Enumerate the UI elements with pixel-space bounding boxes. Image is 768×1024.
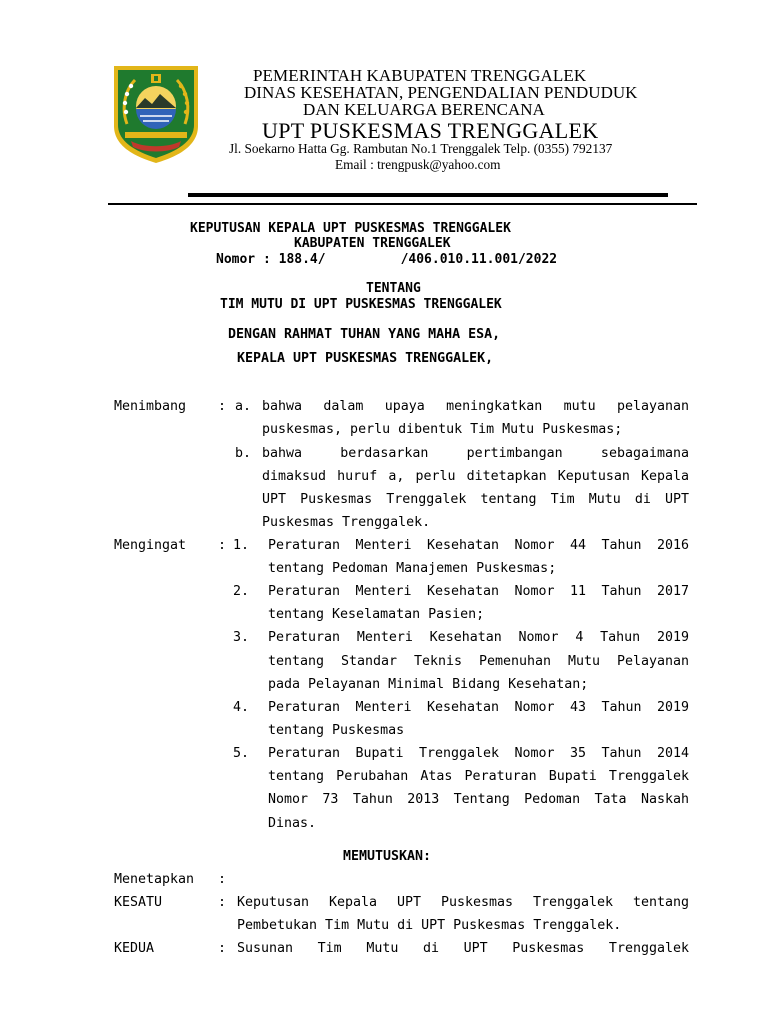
letterhead-email: Email : trengpusk@yahoo.com: [335, 157, 501, 172]
kedua-colon: :: [218, 941, 227, 956]
mengingat-item-line: tentang Perubahan Atas Peraturan Bupati Trenggalek: [268, 769, 689, 784]
kedua-line: Susunan Tim Mutu di UPT Puskesmas Trenggalek: [237, 941, 689, 956]
letterhead-agency-line: DINAS KESEHATAN, PENGENDALIAN PENDUDUK: [244, 83, 638, 102]
mengingat-item-line: Nomor 73 Tahun 2013 Tentang Pedoman Tata Naskah: [268, 792, 689, 807]
letterhead-address: Jl. Soekarno Hatta Gg. Rambutan No.1 Trenggalek Telp. (0355) 792137: [229, 141, 613, 156]
menimbang-item-line: bahwa berdasarkan pertimbangan sebagaimana: [262, 446, 689, 461]
menimbang-item-line: bahwa dalam upaya meningkatkan mutu pelayanan: [262, 399, 689, 414]
decree-title: KEPUTUSAN KEPALA UPT PUSKESMAS TRENGGALEK: [190, 221, 511, 236]
decree-number: [216, 252, 557, 267]
mengingat-item-line: Dinas.: [268, 816, 317, 831]
mengingat-item-line: Peraturan Bupati Trenggalek Nomor 35 Tahun 2014: [268, 746, 689, 761]
mengingat-item-line: Peraturan Menteri Kesehatan Nomor 44 Tahun 2016: [268, 538, 689, 553]
mengingat-label: Mengingat: [114, 538, 187, 553]
menimbang-item-line: Puskesmas Trenggalek.: [262, 515, 431, 530]
menetapkan-colon: :: [218, 872, 227, 887]
mengingat-item-marker: 1.: [233, 538, 250, 553]
menimbang-label: Menimbang: [114, 399, 187, 414]
letterhead-office-name: UPT PUSKESMAS TRENGGALEK: [262, 118, 599, 143]
mengingat-item-line: tentang Keselamatan Pasien;: [268, 607, 485, 622]
kesatu-line: Keputusan Kepala UPT Puskesmas Trenggalek tentang: [237, 895, 689, 910]
letterhead-agency-line-2: DAN KELUARGA BERENCANA: [303, 100, 545, 119]
menimbang-item-line: UPT Puskesmas Trenggalek tentang Tim Mutu di UPT: [262, 492, 689, 507]
kesatu-label: KESATU: [114, 895, 163, 910]
kedua-label: KEDUA: [114, 941, 155, 956]
mengingat-item-line: tentang Standar Teknis Pemenuhan Mutu Pelayanan: [268, 654, 689, 669]
mengingat-item-line: tentang Pedoman Manajemen Puskesmas;: [268, 561, 557, 576]
menimbang-item-marker: b.: [235, 446, 252, 461]
mengingat-item-line: tentang Puskesmas: [268, 723, 405, 738]
menimbang-item-line: dimaksud huruf a, perlu ditetapkan Keputusan Kepala: [262, 469, 689, 484]
mengingat-item-marker: 5.: [233, 746, 250, 761]
memutuskan-heading: MEMUTUSKAN:: [343, 849, 432, 864]
decree-kepala: KEPALA UPT PUSKESMAS TRENGGALEK,: [237, 351, 494, 366]
mengingat-colon: :: [218, 538, 227, 553]
letterhead-government-line: PEMERINTAH KABUPATEN TRENGGALEK: [253, 66, 587, 85]
kesatu-colon: :: [218, 895, 227, 910]
decree-number-prefix: Nomor : 188.4/: [216, 252, 326, 267]
decree-title-regency: KABUPATEN TRENGGALEK: [294, 236, 451, 251]
mengingat-item-marker: 3.: [233, 630, 250, 645]
mengingat-item-line: pada Pelayanan Minimal Bidang Kesehatan;: [268, 677, 589, 692]
mengingat-item-line: Peraturan Menteri Kesehatan Nomor 43 Tahun 2019: [268, 700, 689, 715]
decree-subject: TIM MUTU DI UPT PUSKESMAS TRENGGALEK: [220, 297, 502, 312]
decree-rahmat: DENGAN RAHMAT TUHAN YANG MAHA ESA,: [228, 327, 501, 342]
decree-tentang: TENTANG: [366, 281, 421, 296]
regency-emblem-logo: [111, 64, 201, 164]
mengingat-item-line: Peraturan Menteri Kesehatan Nomor 11 Tahun 2017: [268, 584, 689, 599]
menimbang-colon: :: [218, 399, 227, 414]
mengingat-item-marker: 4.: [233, 700, 250, 715]
letterhead-rule-thin: [108, 203, 697, 205]
menimbang-item-marker: a.: [235, 399, 252, 414]
letterhead-rule-thick: [188, 193, 668, 197]
mengingat-item-line: Peraturan Menteri Kesehatan Nomor 4 Tahun 2019: [268, 630, 689, 645]
mengingat-item-marker: 2.: [233, 584, 250, 599]
menimbang-item-line: puskesmas, perlu dibentuk Tim Mutu Puskesmas;: [262, 422, 623, 437]
kesatu-line: Pembetukan Tim Mutu di UPT Puskesmas Trenggalek.: [237, 918, 622, 933]
decree-number-suffix: /406.010.11.001/2022: [400, 252, 558, 267]
menetapkan-label: Menetapkan: [114, 872, 195, 887]
